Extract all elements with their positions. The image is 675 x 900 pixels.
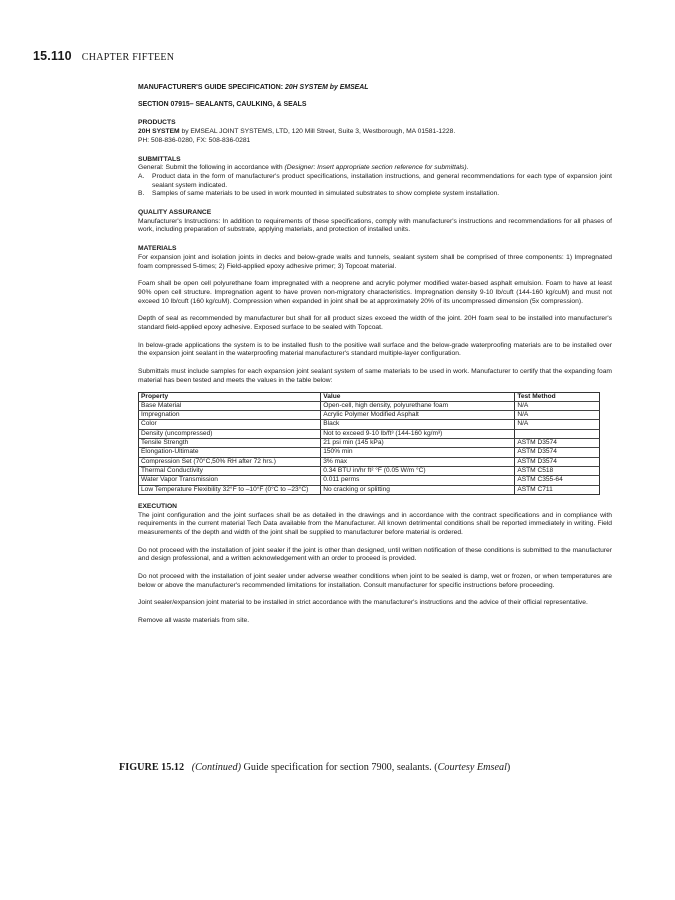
table-cell: Not to exceed 9-10 lb/ft³ (144-160 kg/m³) bbox=[321, 429, 515, 438]
page-header bbox=[33, 47, 174, 65]
table-cell: N/A bbox=[515, 401, 600, 410]
table-row bbox=[139, 401, 600, 410]
table-cell: 0.34 BTU in/hr ft² °F (0.05 W/m °C) bbox=[321, 466, 515, 475]
spec-title-product: 20H SYSTEM by EMSEAL bbox=[284, 84, 369, 91]
submittals-item-a bbox=[138, 173, 612, 190]
table-cell: Tensile Strength bbox=[139, 439, 321, 448]
execution-paragraph: Joint sealer/expansion joint material to be installed in strict accordance with the manufacturer's instructions and the advice of their official representative. bbox=[138, 599, 588, 607]
materials-paragraph: Depth of seal as recommended by manufacturer but shall for all product sizes exceed the width of the joint. 20H foam seal to be installed into manufacturer's standard field-applied epoxy adhesive. Exposed surface to be sealed with Topcoat. bbox=[138, 315, 612, 332]
table-row bbox=[139, 439, 600, 448]
table-cell: Elongation-Ultimate bbox=[139, 448, 321, 457]
submittals-intro-note: (Designer: Insert appropriate section reference for submittals). bbox=[284, 164, 469, 172]
table-cell: Thermal Conductivity bbox=[139, 466, 321, 475]
execution-paragraph: Do not proceed with the installation of joint sealer if the joint is other than designed, until written notification of these conditions is submitted to the manufacturer and design professional, and a written acknowledgement with an order to proceed is provided. bbox=[138, 546, 612, 563]
table-cell: N/A bbox=[515, 420, 600, 429]
table-header-value: Value bbox=[321, 392, 515, 401]
table-cell: 3% max bbox=[321, 457, 515, 466]
table-cell: No cracking or splitting bbox=[321, 485, 515, 494]
products-line-1 bbox=[138, 128, 612, 137]
table-cell: Color bbox=[139, 420, 321, 429]
caption-courtesy: Courtesy Emseal bbox=[437, 762, 507, 773]
table-cell: Base Material bbox=[139, 401, 321, 410]
section-number: SECTION 07915– SEALANTS, CAULKING, & SEALS bbox=[138, 100, 307, 108]
quality-heading: QUALITY ASSURANCE bbox=[138, 209, 212, 217]
caption-continued: (Continued) bbox=[191, 762, 241, 773]
table-row bbox=[139, 466, 600, 475]
spec-title bbox=[138, 84, 612, 93]
table-cell: N/A bbox=[515, 411, 600, 420]
materials-paragraph: In below-grade applications the system is to be installed flush to the positive wall surface and the below-grade waterproofing materials are to be installed over the expansion joint sealant in the waterproofing material manufacturer's standard multiple-layer configuration. bbox=[138, 341, 612, 358]
materials-paragraph: Foam shall be open cell polyurethane foam impregnated with a neoprene and acrylic polymer modified water-based asphalt emulsion. Foam to have at least 90% open cell structure. Impregnation agent to have proven non-migratory characteristics. Impregnation density 9-10 lb/cuft (144-160 kg/cuM) and must not exceed 10 lb/cuft (160 kg/cuM). Compression when expanded in joint shall be at approximately 20% of its uncompressed dimension (5x compression). bbox=[138, 280, 612, 305]
table-cell: Acrylic Polymer Modified Asphalt bbox=[321, 411, 515, 420]
products-phone: PH: 508-836-0280, FX: 508-836-0281 bbox=[138, 136, 251, 144]
execution-paragraph: Do not proceed with the installation of joint sealer under adverse weather conditions when joint to be sealed is damp, wet or frozen, or when temperatures are below or above the manufacturer's recommended limitations for installation. Consult manufacturer for specific instructions before proceeding. bbox=[138, 573, 612, 589]
table-cell: Impregnation bbox=[139, 411, 321, 420]
submittals-item-b bbox=[138, 190, 612, 199]
products-address: by EMSEAL JOINT SYSTEMS, LTD, 120 Mill Street, Suite 3, Westborough, MA 01581-1228. bbox=[179, 128, 456, 136]
products-system-name: 20H SYSTEM bbox=[138, 128, 180, 136]
caption-text: Guide specification for section 7900, sealants. ( bbox=[240, 762, 438, 773]
table-row bbox=[139, 429, 600, 438]
table-header-test-method: Test Method bbox=[515, 392, 600, 401]
table-cell: 0.011 perms bbox=[321, 476, 515, 485]
table-row bbox=[139, 420, 600, 429]
submittals-intro bbox=[138, 164, 612, 173]
execution-paragraph: The joint configuration and the joint surfaces shall be as detailed in the drawings and in accordance with the contract specifications and in compliance with requirements in the current material Tech Data available from the Manufacturer. All known detrimental conditions shall be reported immediately in writing. Field measurements of the depth and width of the joint shall be supplied to manufacturer before material is ordered. bbox=[138, 511, 612, 536]
table-cell: ASTM C711 bbox=[515, 485, 600, 494]
list-text: Product data in the form of manufacturer's product specifications, installation instructions, and general recommendations for each type of expansion joint sealant system indicated. bbox=[152, 172, 612, 189]
table-cell: ASTM D3574 bbox=[515, 448, 600, 457]
table-row bbox=[139, 476, 600, 485]
table-cell: 150% min bbox=[321, 448, 515, 457]
table-header-property: Property bbox=[139, 392, 321, 401]
page-number: 15.110 bbox=[33, 49, 72, 63]
table-cell: Low Temperature Flexibility 32°F to –10°F (0°C to –23°C) bbox=[139, 485, 321, 494]
table-cell: ASTM D3574 bbox=[515, 439, 600, 448]
table-cell: Open-cell, high density, polyurethane foam bbox=[321, 401, 515, 410]
submittals-intro-text: General: Submit the following in accordance with bbox=[138, 164, 285, 172]
execution-paragraph: Remove all waste materials from site. bbox=[138, 617, 250, 625]
table-cell: Density (uncompressed) bbox=[139, 429, 321, 438]
specification-document bbox=[138, 84, 612, 626]
caption-end: ) bbox=[506, 762, 511, 773]
table-cell: 21 psi min (145 kPa) bbox=[321, 439, 515, 448]
list-letter: A. bbox=[138, 172, 145, 180]
submittals-heading: SUBMITTALS bbox=[138, 155, 181, 163]
chapter-label: CHAPTER FIFTEEN bbox=[81, 52, 175, 63]
table-row bbox=[139, 411, 600, 420]
materials-heading: MATERIALS bbox=[138, 245, 177, 253]
table-cell: Black bbox=[321, 420, 515, 429]
table-cell: Compression Set (70°C,50% RH after 72 hrs.) bbox=[139, 457, 321, 466]
table-cell: Water Vapor Transmission bbox=[139, 476, 321, 485]
table-cell: ASTM C355-64 bbox=[515, 476, 600, 485]
table-cell: ASTM C518 bbox=[515, 466, 600, 475]
materials-paragraph: Submittals must include samples for each expansion joint sealant system of same materials to be used in work. Manufacturer to certify that the expanding foam material has been tested and meets the values in the table below: bbox=[138, 368, 612, 384]
materials-paragraph: For expansion joint and isolation joints in decks and below-grade walls and tunnels, sealant system shall be comprised of three components: 1) Impregnated foam compressed 5-times; 2) Field-applied epoxy adhesive primer; 3) Topcoat material. bbox=[138, 253, 612, 270]
figure-label: FIGURE 15.12 bbox=[119, 762, 185, 773]
table-row bbox=[139, 457, 600, 466]
execution-heading: EXECUTION bbox=[138, 502, 178, 510]
figure-caption bbox=[119, 762, 510, 773]
properties-table bbox=[138, 392, 600, 495]
table-cell bbox=[515, 429, 600, 438]
table-row bbox=[139, 448, 600, 457]
table-row bbox=[139, 485, 600, 494]
list-letter: B. bbox=[138, 190, 145, 198]
spec-title-prefix: MANUFACTURER'S GUIDE SPECIFICATION: bbox=[138, 84, 285, 91]
table-header-row bbox=[139, 392, 600, 401]
list-text: Samples of same materials to be used in work mounted in simulated substrates to show complete system installation. bbox=[152, 190, 500, 198]
products-heading: PRODUCTS bbox=[138, 119, 176, 127]
quality-text: Manufacturer's Instructions: In addition to requirements of these specifications, comply with manufacturer's instructions and recommendations for all phases of work, including preparation of substrate, applying materials, and protection of installed units. bbox=[138, 217, 612, 234]
table-cell: ASTM D3574 bbox=[515, 457, 600, 466]
